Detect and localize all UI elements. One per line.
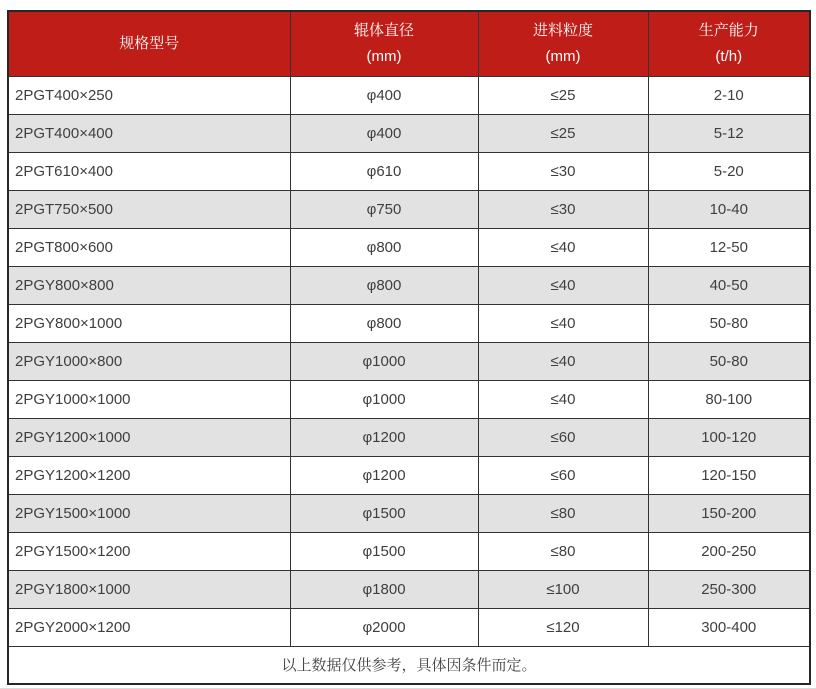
cell-capacity: 50-80 [648,342,810,380]
column-header-diameter [290,11,478,76]
column-header-feed [478,11,648,76]
cell-model: 2PGY1500×1000 [8,494,290,532]
cell-model: 2PGT400×400 [8,114,290,152]
cell-capacity: 10-40 [648,190,810,228]
spec-table-header [8,11,810,76]
cell-feed: ≤25 [478,114,648,152]
cell-feed: ≤40 [478,304,648,342]
column-unit: (mm) [366,47,402,65]
table-row [8,494,810,532]
table-row [8,304,810,342]
cell-feed: ≤40 [478,228,648,266]
cell-diameter: φ1200 [290,418,478,456]
column-header-model [8,11,290,76]
spec-table-body [8,76,810,646]
cell-capacity: 40-50 [648,266,810,304]
cell-diameter: φ1800 [290,570,478,608]
header-row [8,11,810,76]
cell-capacity: 2-10 [648,76,810,114]
cell-diameter: φ1000 [290,380,478,418]
table-row [8,456,810,494]
cell-feed: ≤60 [478,456,648,494]
cell-model: 2PGY800×800 [8,266,290,304]
cell-model: 2PGY1800×1000 [8,570,290,608]
cell-feed: ≤40 [478,342,648,380]
column-title: 生产能力 [698,21,759,39]
cell-diameter: φ1500 [290,494,478,532]
cell-feed: ≤40 [478,380,648,418]
cell-diameter: φ1000 [290,342,478,380]
cell-model: 2PGY1500×1200 [8,532,290,570]
cell-diameter: φ400 [290,76,478,114]
cell-capacity: 120-150 [648,456,810,494]
table-row [8,76,810,114]
cell-capacity: 300-400 [648,608,810,646]
cell-diameter: φ750 [290,190,478,228]
cell-diameter: φ400 [290,114,478,152]
spec-table-footer [8,646,810,684]
cell-capacity: 100-120 [648,418,810,456]
column-header-capacity [648,11,810,76]
cell-feed: ≤100 [478,570,648,608]
cell-feed: ≤40 [478,266,648,304]
table-row [8,152,810,190]
cell-feed: ≤120 [478,608,648,646]
cell-diameter: φ1500 [290,532,478,570]
cell-model: 2PGY1200×1200 [8,456,290,494]
cell-capacity: 5-20 [648,152,810,190]
table-row [8,532,810,570]
cell-model: 2PGT750×500 [8,190,290,228]
footer-row [8,646,810,684]
cell-model: 2PGT400×250 [8,76,290,114]
table-row [8,266,810,304]
cell-feed: ≤30 [478,190,648,228]
table-row [8,342,810,380]
cell-feed: ≤60 [478,418,648,456]
cell-capacity: 250-300 [648,570,810,608]
cell-feed: ≤80 [478,532,648,570]
column-title: 规格型号 [119,34,180,52]
cell-model: 2PGT800×600 [8,228,290,266]
cell-model: 2PGY1200×1000 [8,418,290,456]
table-row [8,608,810,646]
table-row [8,228,810,266]
cell-model: 2PGY2000×1200 [8,608,290,646]
cell-capacity: 200-250 [648,532,810,570]
cell-capacity: 5-12 [648,114,810,152]
cell-diameter: φ1200 [290,456,478,494]
cell-capacity: 80-100 [648,380,810,418]
cell-feed: ≤30 [478,152,648,190]
cell-diameter: φ800 [290,304,478,342]
cell-capacity: 50-80 [648,304,810,342]
cell-model: 2PGT610×400 [8,152,290,190]
spec-table [7,10,811,685]
table-row [8,190,810,228]
cell-diameter: φ2000 [290,608,478,646]
table-row [8,418,810,456]
cell-diameter: φ610 [290,152,478,190]
cell-model: 2PGY1000×800 [8,342,290,380]
table-row [8,114,810,152]
cell-model: 2PGY800×1000 [8,304,290,342]
cell-diameter: φ800 [290,228,478,266]
column-unit: (mm) [545,47,581,65]
table-row [8,570,810,608]
table-row [8,380,810,418]
cell-capacity: 150-200 [648,494,810,532]
cell-capacity: 12-50 [648,228,810,266]
cell-model: 2PGY1000×1000 [8,380,290,418]
cell-feed: ≤25 [478,76,648,114]
cell-feed: ≤80 [478,494,648,532]
cell-diameter: φ800 [290,266,478,304]
column-title: 辊体直径 [353,21,414,39]
footer-note: 以上数据仅供参考，具体因条件而定。 [8,646,810,684]
column-unit: (t/h) [715,47,743,65]
column-title: 进料粒度 [532,21,593,39]
